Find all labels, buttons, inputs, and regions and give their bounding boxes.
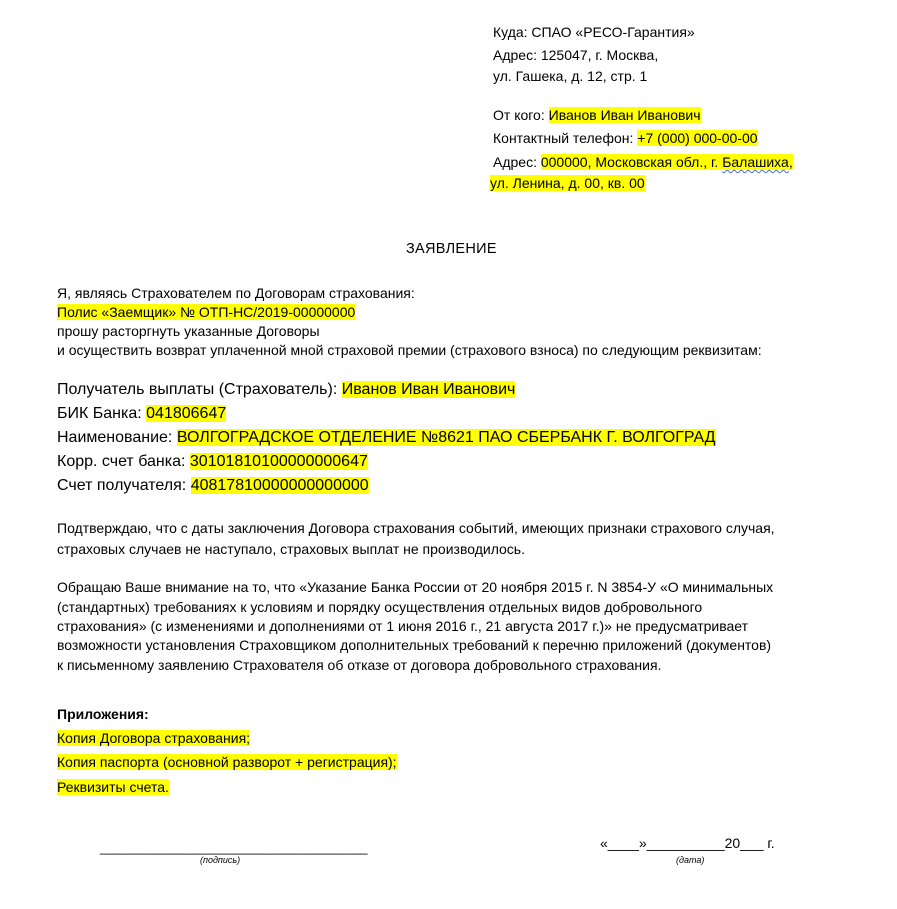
attachment-item-3: Реквизиты счета. bbox=[57, 779, 169, 795]
attachment-item bbox=[57, 778, 169, 796]
intro-line1: Я, являясь Страхователем по Договорам страхования: bbox=[57, 285, 415, 301]
addressee-to: Куда: СПАО «РЕСО-Гарантия» bbox=[493, 24, 695, 40]
corr-account-label: Корр. счет банка: bbox=[57, 453, 186, 470]
recipient-account-value: 40817810000000000000 bbox=[190, 477, 369, 494]
requisite-bank-name bbox=[57, 428, 716, 448]
sender-phone-value: +7 (000) 000-00-00 bbox=[637, 130, 758, 146]
attachments-heading: Приложения: bbox=[57, 706, 149, 722]
intro-line3: прошу расторгнуть указанные Договоры bbox=[57, 323, 320, 339]
sender-address bbox=[493, 153, 793, 171]
intro-policy-row bbox=[57, 303, 355, 321]
bik-label: БИК Банка: bbox=[57, 405, 142, 422]
intro-line4: и осуществить возврат уплаченной мной страховой премии (страхового взноса) по следующим реквизитам: bbox=[57, 342, 762, 358]
signature-line: _____________________________________ bbox=[100, 840, 368, 855]
sender-address-highlight bbox=[541, 154, 793, 170]
intro-policy: Полис «Заемщик» № ОТП-НС/2019-00000000 bbox=[57, 304, 356, 320]
sender-phone-label: Контактный телефон: bbox=[493, 130, 634, 146]
sender-phone bbox=[493, 129, 758, 147]
confirm-line2: страховых случаев не наступало, страховых выплат не производилось. bbox=[57, 541, 525, 557]
bank-name-value: ВОЛГОГРАДСКОЕ ОТДЕЛЕНИЕ №8621 ПАО СБЕРБАНК Г. ВОЛГОГРАД bbox=[176, 429, 716, 446]
attachment-item bbox=[57, 729, 250, 747]
date-line: «____»__________20___ г. bbox=[600, 835, 775, 851]
recipient-value: Иванов Иван Иванович bbox=[341, 381, 516, 398]
notice-line2: (стандартных) требованиях к условиям и порядку осуществления отдельных видов добровольного bbox=[57, 599, 703, 615]
signature-caption: (подпись) bbox=[200, 855, 241, 865]
notice-line5: к письменному заявлению Страхователя об отказе от договора добровольного страхования. bbox=[57, 657, 662, 673]
requisite-recipient-account bbox=[57, 476, 369, 496]
sender-address-line2-row bbox=[490, 174, 645, 192]
notice-line4: возможности установления Страховщиком дополнительных требований к перечню приложений (документов) bbox=[57, 637, 772, 653]
addressee-address-line2: ул. Гашека, д. 12, стр. 1 bbox=[493, 68, 648, 84]
requisite-recipient bbox=[57, 380, 515, 400]
document-title: ЗАЯВЛЕНИЕ bbox=[406, 241, 497, 257]
recipient-account-label: Счет получателя: bbox=[57, 477, 187, 494]
notice-line1: Обращаю Ваше внимание на то, что «Указание Банка России от 20 ноября 2015 г. N 3854-У «О минимальных bbox=[57, 579, 774, 595]
date-caption: (дата) bbox=[676, 855, 705, 865]
sender-name: Иванов Иван Иванович bbox=[548, 107, 701, 123]
sender-address-label: Адрес: bbox=[493, 154, 537, 170]
attachment-item-1: Копия Договора страхования; bbox=[57, 730, 251, 746]
sender-address-city: Балашиха bbox=[722, 154, 789, 170]
requisite-bik bbox=[57, 404, 226, 424]
sender-from bbox=[493, 106, 701, 124]
addressee-address-line1: Адрес: 125047, г. Москва, bbox=[493, 47, 659, 63]
bank-name-label: Наименование: bbox=[57, 429, 173, 446]
sender-address-line2: ул. Ленина, д. 00, кв. 00 bbox=[490, 175, 645, 191]
attachment-item-2: Копия паспорта (основной разворот + регистрация); bbox=[57, 754, 397, 770]
recipient-label: Получатель выплаты (Страхователь): bbox=[57, 381, 338, 398]
attachment-item bbox=[57, 753, 397, 771]
sender-from-label: От кого: bbox=[493, 107, 545, 123]
sender-address-value: 000000, Московская обл., г. bbox=[540, 154, 719, 170]
corr-account-value: 30101810100000000647 bbox=[189, 453, 368, 470]
notice-line3: страхования» (с изменениями и дополнениями от 1 июня 2016 г., 21 августа 2017 г.)» не предусматривает bbox=[57, 618, 749, 634]
bik-value: 041806647 bbox=[146, 405, 227, 422]
requisite-corr-account bbox=[57, 452, 368, 472]
confirm-line1: Подтверждаю, что с даты заключения Договора страхования событий, имеющих признаки страхового случая, bbox=[57, 520, 775, 536]
sender-address-comma: , bbox=[788, 154, 793, 170]
